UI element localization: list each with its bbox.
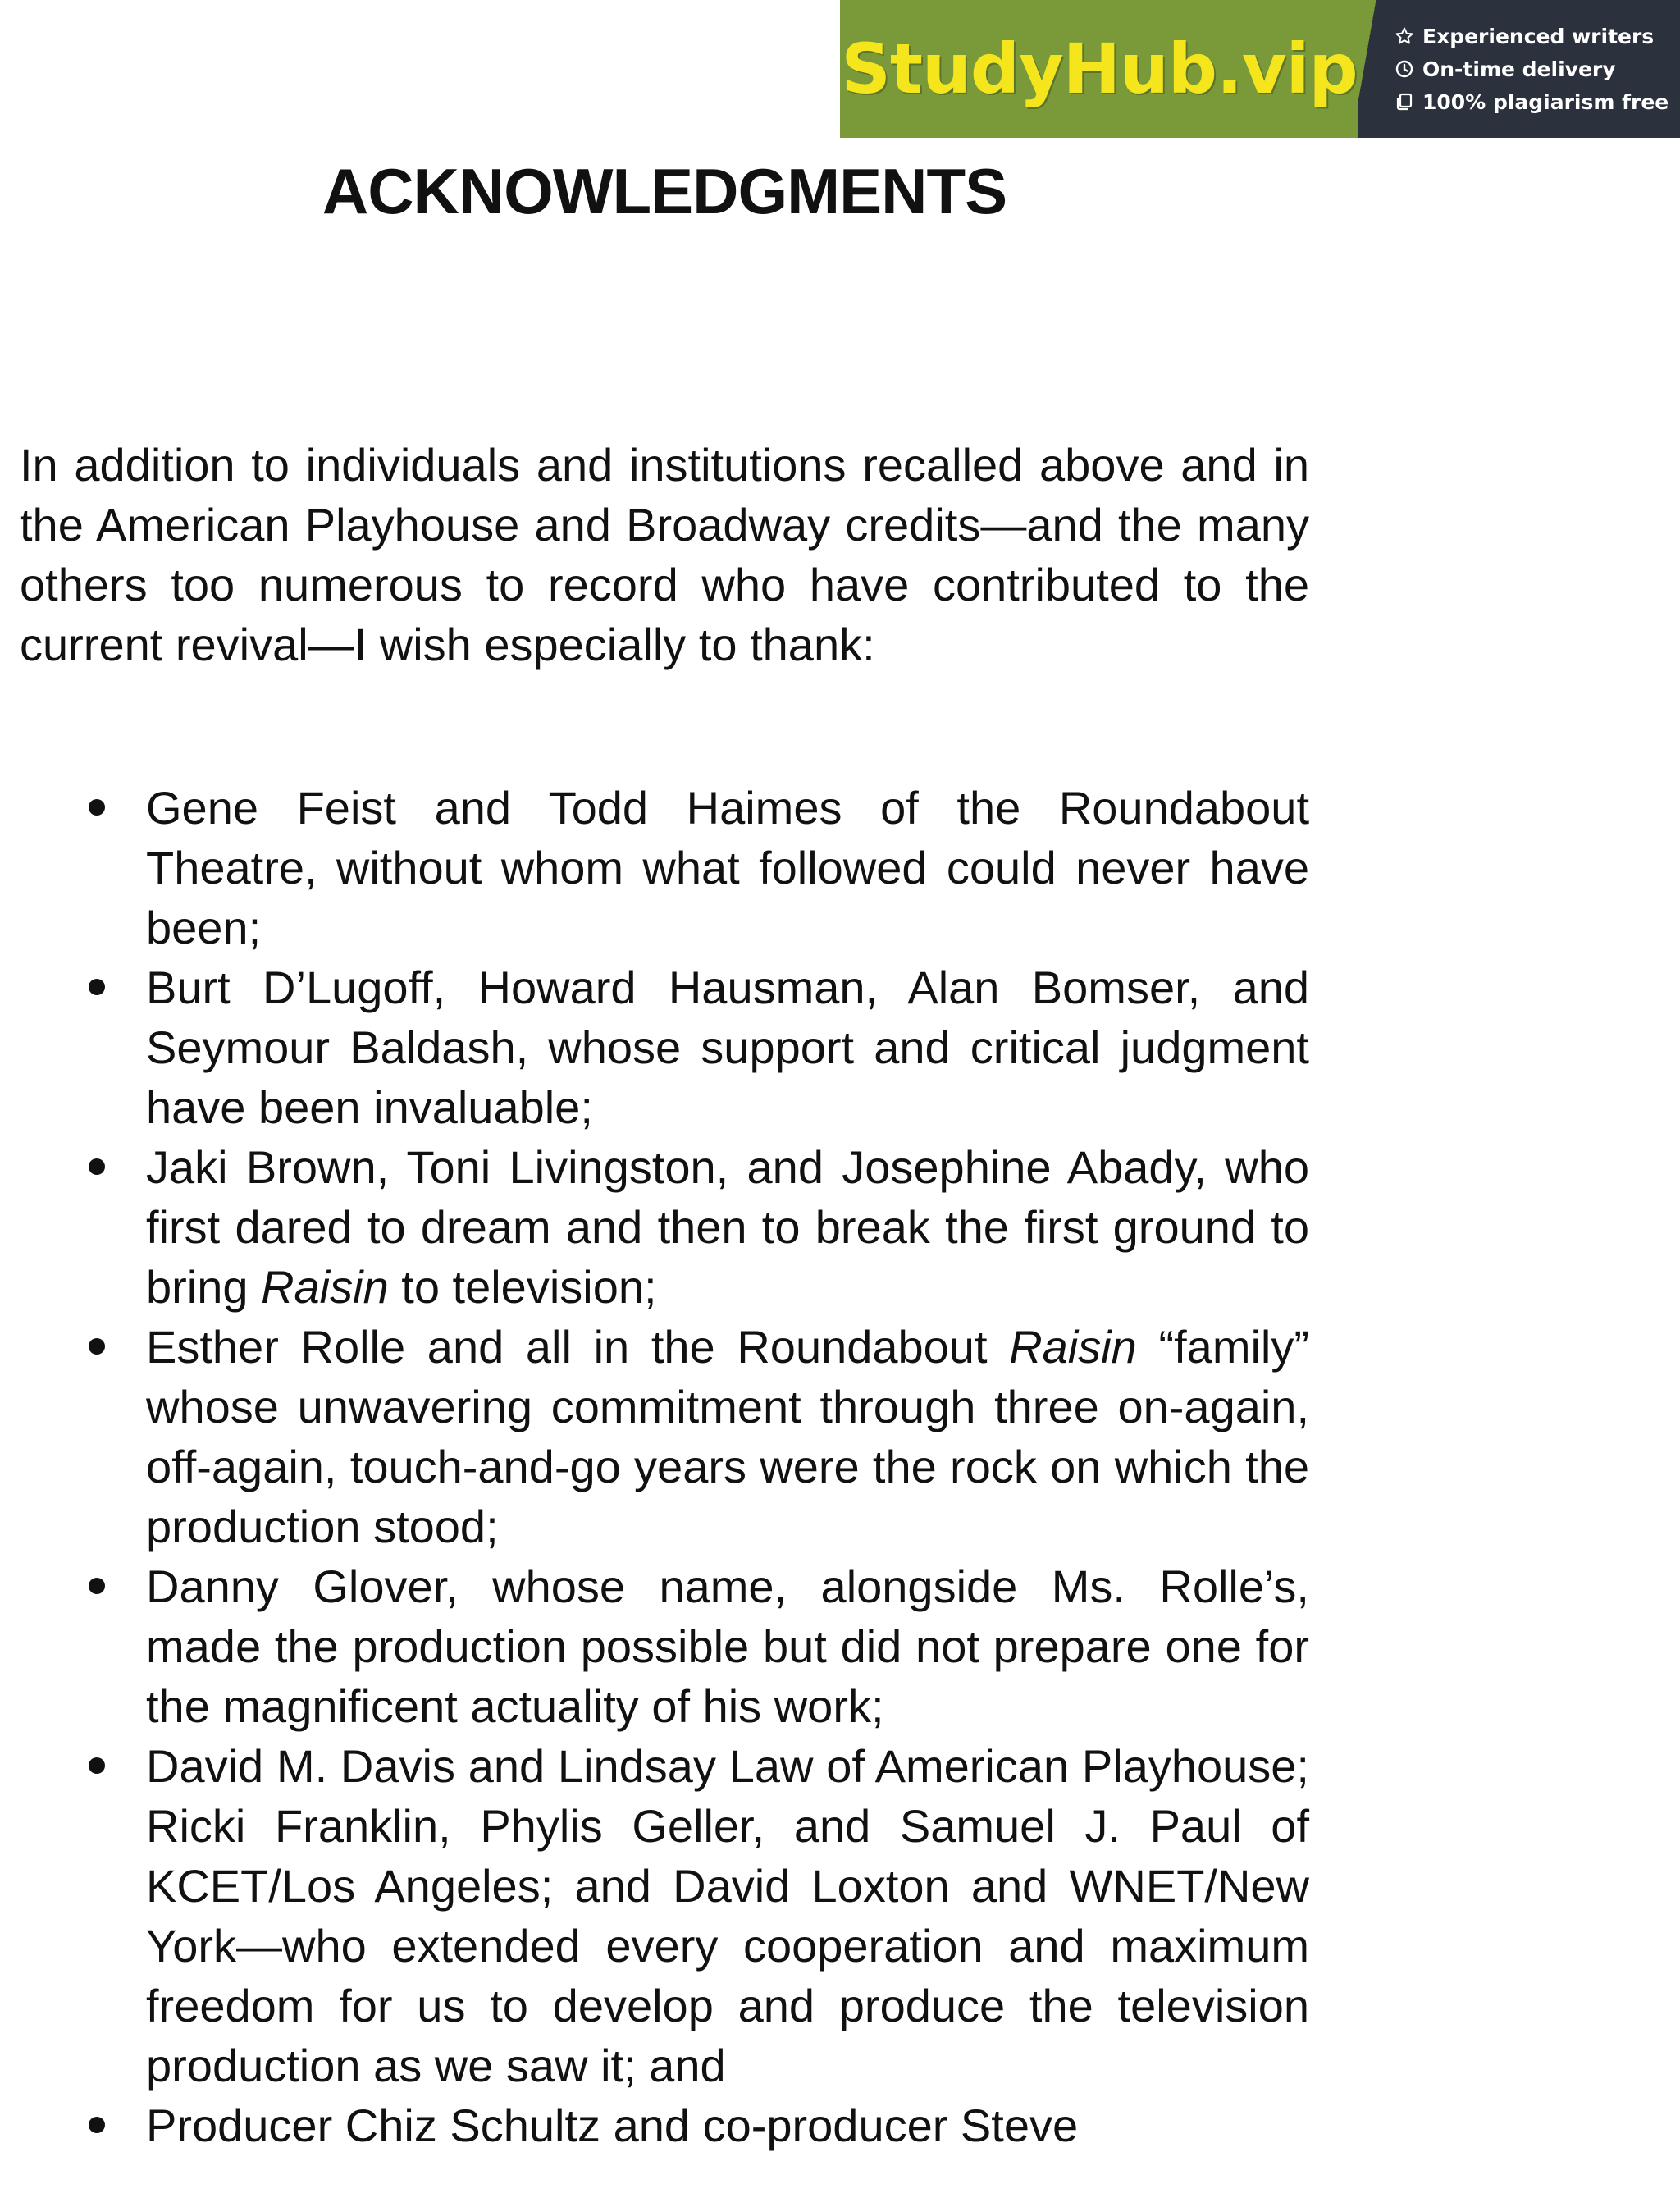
list-item-text: David M. Davis and Lindsay Law of American Playhouse; Ricki Franklin, Phylis Geller, and Samuel J. Paul of KCET/Los Angeles; and David Loxton and WNET/New York—who extended every cooperation and maximum freedom for us to develop and produce the television production as we saw it; and — [146, 1740, 1309, 2091]
list-item-text: Producer Chiz Schultz and co-producer Steve — [146, 2100, 1079, 2151]
intro-paragraph: In addition to individuals and institutions recalled above and in the American Playhouse and Broadway credits—and the many others too numerous to record who have contributed to the current revival—I wish especially to thank: — [20, 439, 1309, 670]
bullet-icon — [89, 979, 105, 995]
list-item — [20, 1317, 1309, 1556]
bullet-icon — [89, 2117, 105, 2133]
clock-icon — [1393, 57, 1416, 80]
feature-list — [1378, 0, 1680, 138]
bullet-icon — [89, 1757, 105, 1774]
list-item — [20, 1736, 1309, 2095]
bullet-icon — [89, 1578, 105, 1594]
banner-divider — [1358, 0, 1378, 138]
list-item-text-end: to television; — [388, 1261, 657, 1313]
feature-label: On-time delivery — [1422, 57, 1616, 81]
bullet-icon — [89, 1158, 105, 1175]
acknowledgments-list — [20, 778, 1309, 2155]
bullet-icon — [89, 1338, 105, 1355]
list-item — [20, 778, 1309, 957]
bullet-icon — [89, 799, 105, 816]
list-item-text: Burt D’Lugoff, Howard Hausman, Alan Bomser, and Seymour Baldash, whose support and critical judgment have been invaluable; — [146, 962, 1309, 1133]
feature-on-time-delivery — [1393, 55, 1680, 83]
list-item-text-end: “family” whose unwavering commitment through three on-again, off-again, touch-and-go years were the rock on which the production stood; — [146, 1321, 1310, 1552]
list-item — [20, 1556, 1309, 1736]
brand-logo[interactable] — [840, 0, 1358, 138]
list-item — [20, 1137, 1309, 1317]
list-item-text-start: Esther Rolle and all in the Roundabout — [146, 1321, 1010, 1373]
ad-banner[interactable] — [840, 0, 1680, 138]
list-item — [20, 957, 1309, 1137]
list-item-text: Danny Glover, whose name, alongside Ms. Rolle’s, made the production possible but did not prepare one for the magnificent actuality of his work; — [146, 1560, 1309, 1732]
feature-label: 100% plagiarism free — [1422, 89, 1669, 114]
feature-label: Experienced writers — [1422, 24, 1655, 48]
list-item — [20, 2095, 1309, 2155]
brand-name: StudyHub.vip — [841, 29, 1358, 109]
list-item-text-start: Jaki Brown, Toni Livingston, and Josephine Abady, who first dared to dream and then to break the first ground to bring — [146, 1141, 1309, 1313]
feature-plagiarism-free — [1393, 88, 1680, 116]
list-item-text: Gene Feist and Todd Haimes of the Roundabout Theatre, without whom what followed could never have been; — [146, 782, 1309, 953]
page-title: ACKNOWLEDGMENTS — [322, 155, 1007, 227]
star-icon — [1393, 25, 1416, 48]
italic-title: Raisin — [1009, 1321, 1137, 1373]
feature-experienced-writers — [1393, 22, 1680, 50]
copy-icon — [1393, 90, 1416, 113]
italic-title: Raisin — [261, 1261, 389, 1313]
